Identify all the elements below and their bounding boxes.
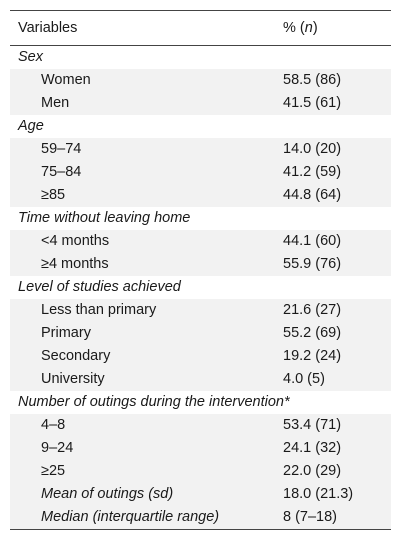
section-row <box>10 276 391 299</box>
row-value: 44.8 (64) <box>283 187 342 203</box>
table-row <box>10 506 391 529</box>
row-value: 4.0 (5) <box>283 371 325 387</box>
row-value: 44.1 (60) <box>283 233 342 249</box>
header-percent-prefix: % ( <box>283 20 305 36</box>
section-label: Time without leaving home <box>18 210 191 226</box>
row-value: 55.9 (76) <box>283 256 342 272</box>
row-value: 55.2 (69) <box>283 325 342 341</box>
table-row <box>10 138 391 161</box>
row-label: Mean of outings (sd) <box>41 486 174 502</box>
row-value: 14.0 (20) <box>283 141 342 157</box>
row-label: 59–74 <box>41 141 82 157</box>
table-row <box>10 437 391 460</box>
bottom-rule <box>10 529 391 530</box>
table-row <box>10 92 391 115</box>
header-row <box>10 11 391 45</box>
row-label: Secondary <box>41 348 111 364</box>
row-label: <4 months <box>41 233 110 249</box>
row-label: Less than primary <box>41 302 157 318</box>
table-row <box>10 414 391 437</box>
table-row <box>10 368 391 391</box>
table-row <box>10 299 391 322</box>
section-row <box>10 391 391 414</box>
row-value: 8 (7–18) <box>283 509 338 525</box>
table-body <box>10 46 391 529</box>
row-label: ≥25 <box>41 463 66 479</box>
row-value: 58.5 (86) <box>283 72 342 88</box>
row-label: 9–24 <box>41 440 74 456</box>
table-row <box>10 230 391 253</box>
row-value: 24.1 (32) <box>283 440 342 456</box>
row-value: 41.2 (59) <box>283 164 342 180</box>
section-row <box>10 207 391 230</box>
row-label: Men <box>41 95 70 111</box>
section-row <box>10 46 391 69</box>
row-label: 75–84 <box>41 164 82 180</box>
table-row <box>10 161 391 184</box>
row-value: 53.4 (71) <box>283 417 342 433</box>
section-label: Number of outings during the intervention* <box>18 394 290 410</box>
header-n: n <box>304 20 313 36</box>
header-percent-suffix: ) <box>312 20 318 36</box>
table-row <box>10 184 391 207</box>
header-variables: Variables <box>18 20 78 36</box>
header-percent <box>283 11 318 45</box>
row-label: 4–8 <box>41 417 66 433</box>
table-row <box>10 483 391 506</box>
row-label: ≥4 months <box>41 256 109 272</box>
section-label: Sex <box>18 49 43 65</box>
row-label: Median (interquartile range) <box>41 509 220 525</box>
row-label: University <box>41 371 105 387</box>
table-row <box>10 460 391 483</box>
row-value: 19.2 (24) <box>283 348 342 364</box>
section-label: Age <box>18 118 44 134</box>
table-row <box>10 69 391 92</box>
section-label: Level of studies achieved <box>18 279 181 295</box>
table-row <box>10 322 391 345</box>
section-row <box>10 115 391 138</box>
row-label: Primary <box>41 325 91 341</box>
demographics-table <box>10 10 391 530</box>
row-value: 18.0 (21.3) <box>283 486 354 502</box>
row-value: 21.6 (27) <box>283 302 342 318</box>
row-value: 22.0 (29) <box>283 463 342 479</box>
row-label: ≥85 <box>41 187 66 203</box>
table-row <box>10 345 391 368</box>
row-label: Women <box>41 72 91 88</box>
row-value: 41.5 (61) <box>283 95 342 111</box>
table-row <box>10 253 391 276</box>
